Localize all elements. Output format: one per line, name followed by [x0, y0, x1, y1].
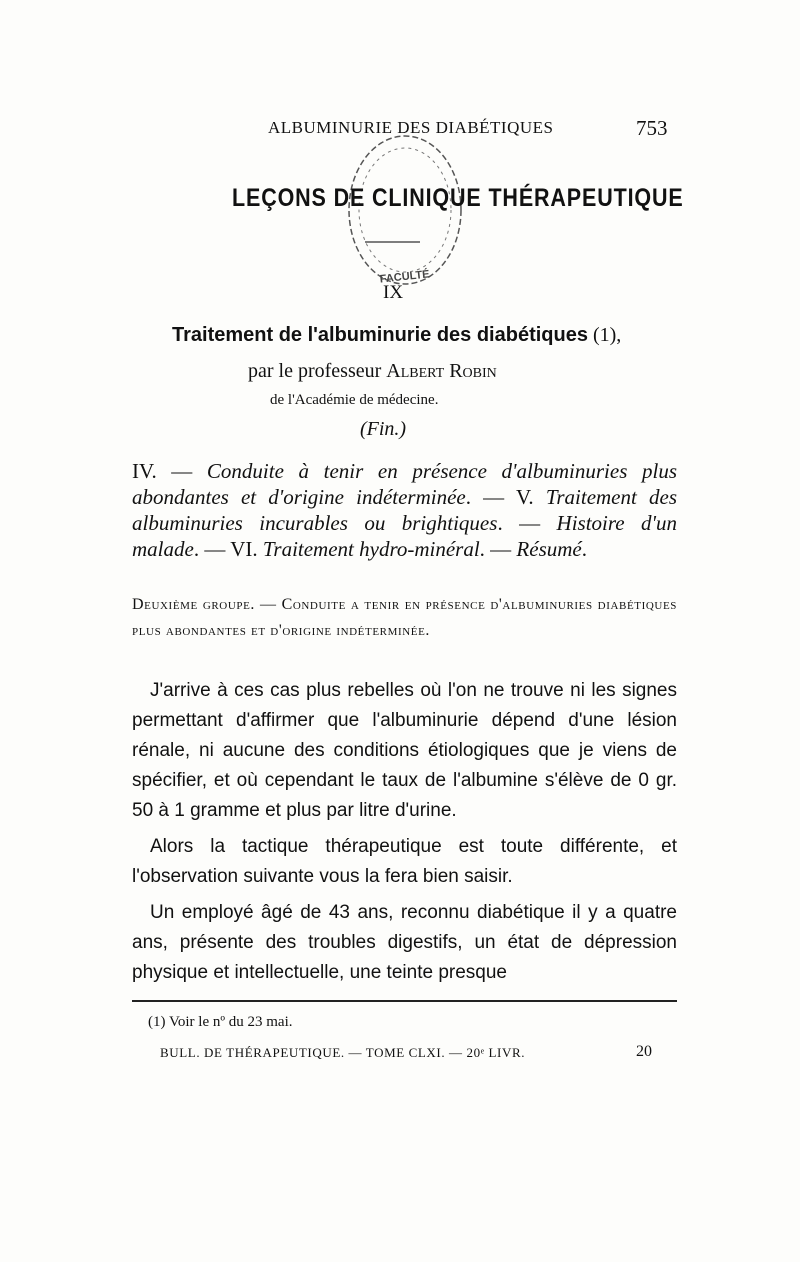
author-line — [248, 360, 497, 383]
summary-end: . — [581, 537, 587, 561]
section-summary — [132, 458, 677, 562]
body-paragraph: J'arrive à ces cas plus rebelles où l'on ne trouve ni les signes permettant d'affirmer que l'albuminurie dépend d'une lésion rénale, ni aucune des conditions étiologiques que je viens de spécifier, et où cependant le taux de l'albumine s'élève de 0 gr. 50 à 1 gramme et plus par litre d'urine. — [132, 680, 677, 821]
author-affiliation: de l'Académie de médecine. — [270, 392, 439, 408]
body-paragraph: Un employé âgé de 43 ans, reconnu diabétique il y a quatre ans, présente des troubles digestifs, un état de dépression physique et intellectuelle, une teinte presque — [132, 902, 677, 983]
group-heading: Deuxième groupe. — Conduite a tenir en présence d'albuminuries diabétiques plus abondantes et d'origine indéterminée. — [132, 596, 677, 639]
summary-v: Traitement des albuminuries incurables ou brightiques — [132, 485, 677, 535]
article-title-note: (1), — [587, 324, 622, 346]
summary-history: Histoire d'un malade — [132, 511, 677, 561]
fin-marker: (Fin.) — [360, 418, 407, 440]
summary-resume: Résumé — [516, 537, 582, 561]
summary-sep: . — — [479, 537, 517, 561]
summary-sep: . — — [193, 537, 231, 561]
summary-num-v: V. — [515, 485, 546, 509]
author-prefix: par le professeur — [248, 360, 387, 382]
running-head: ALBUMINURIE DES DIABÉTIQUES — [268, 118, 554, 137]
page-number: 753 — [636, 116, 668, 140]
footnote: (1) Voir le nº du 23 mai. — [148, 1014, 293, 1030]
body-paragraph: Alors la tactique thérapeutique est toute différente, et l'observation suivante vous la fera bien saisir. — [132, 836, 677, 887]
body-text — [132, 676, 677, 994]
footer-journal-info: BULL. DE THÉRAPEUTIQUE. — TOME CLXI. — 20ᵉ LIVR. — [160, 1045, 526, 1060]
article-title-main: Traitement de l'albuminurie des diabétiques — [172, 324, 588, 346]
author-name: Albert Robin — [386, 360, 497, 382]
footnote-rule — [132, 1000, 677, 1002]
summary-iv: Conduite à tenir en présence d'albuminuries plus abondantes et d'origine indéterminée — [132, 459, 677, 509]
series-title: LEÇONS DE CLINIQUE THÉRAPEUTIQUE — [232, 184, 684, 212]
summary-sep: . — — [497, 511, 557, 535]
article-title — [172, 324, 621, 347]
svg-text:FACULTÉ: FACULTÉ — [379, 268, 431, 286]
library-stamp — [340, 130, 470, 300]
lecture-number: IX — [383, 282, 404, 303]
summary-vi: Traitement hydro-minéral — [262, 537, 480, 561]
summary-sep: . — — [465, 485, 516, 509]
footer-signature-number: 20 — [636, 1043, 652, 1060]
summary-num-vi: VI. — [230, 537, 263, 561]
summary-num-iv: IV. — — [132, 459, 207, 483]
